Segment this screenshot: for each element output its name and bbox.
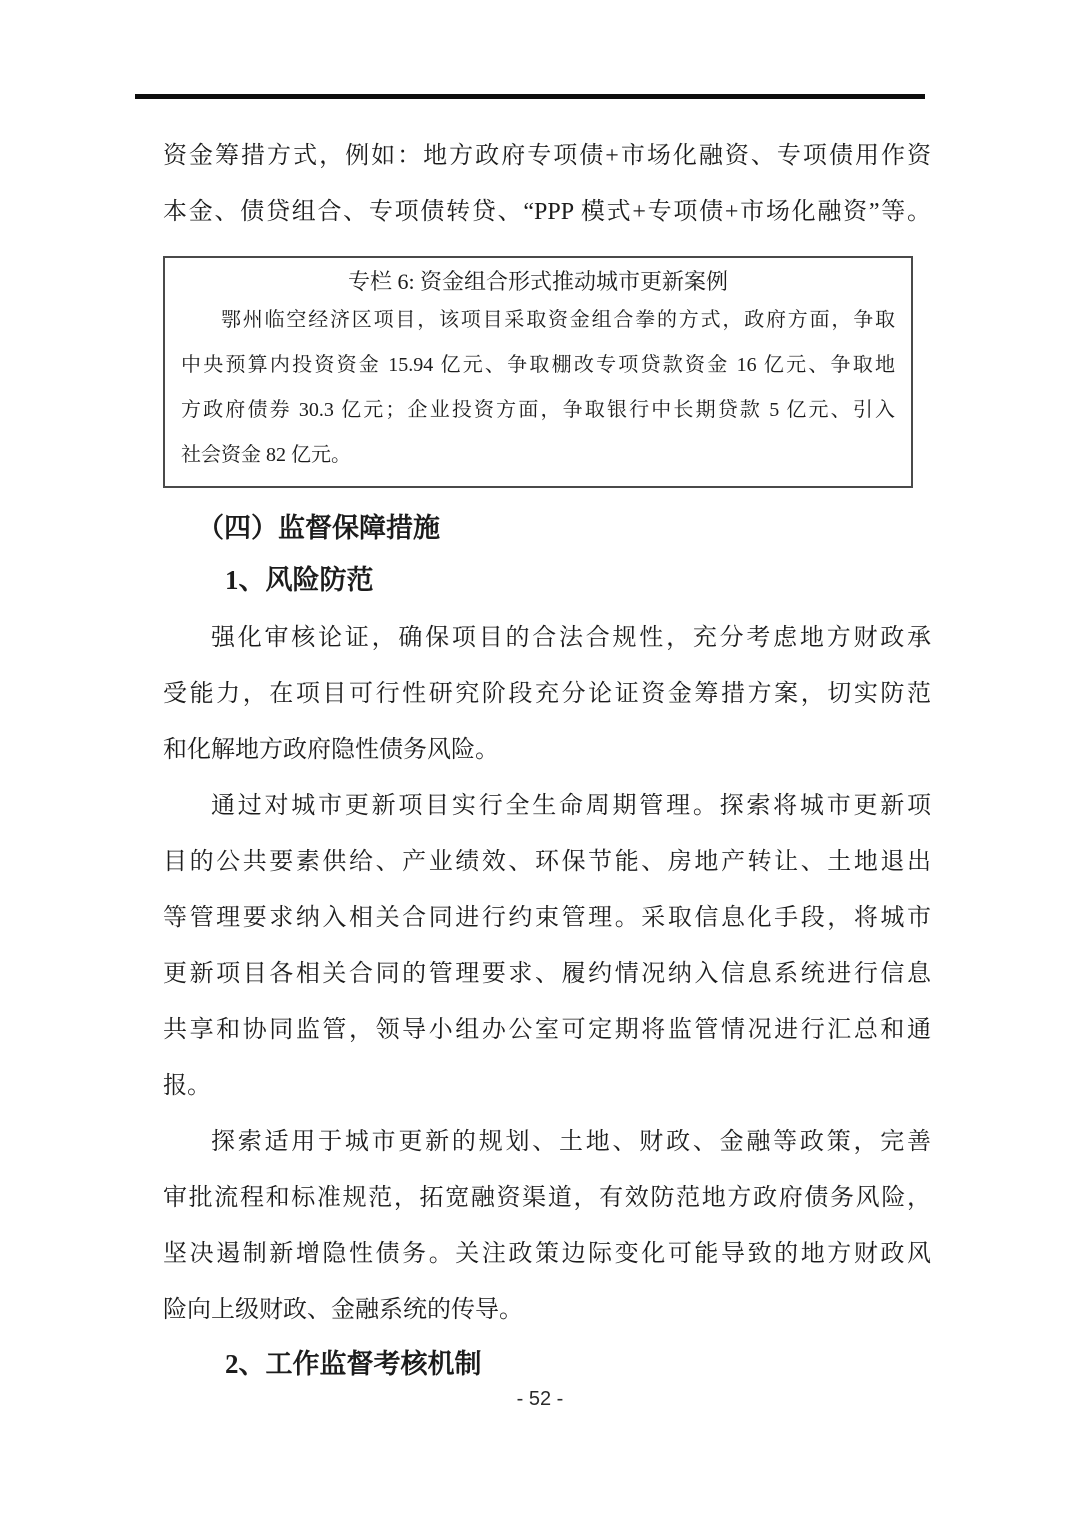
header-rule	[135, 94, 925, 99]
callout-body	[181, 298, 895, 478]
text-line: 通过对城市更新项目实行全生命周期管理。探索将城市更新项	[211, 793, 931, 819]
text-line: 共享和协同监管，领导小组办公室可定期将监管情况进行汇总和通	[163, 1017, 931, 1043]
text-line: 强化审核论证，确保项目的合法合规性，充分考虑地方财政承	[211, 625, 931, 651]
sub-heading-risk-prevention: 1、风险防范	[225, 565, 374, 595]
paragraph-1	[163, 610, 931, 778]
text-line: 更新项目各相关合同的管理要求、履约情况纳入信息系统进行信息	[163, 961, 931, 987]
section-heading: （四）监督保障措施	[197, 513, 440, 543]
text-line: 中央预算内投资资金 15.94 亿元、争取棚改专项贷款资金 16 亿元、争取地	[181, 354, 895, 376]
text-line: 报。	[163, 1073, 211, 1099]
text-line: 鄂州临空经济区项目，该项目采取资金组合拳的方式，政府方面，争取	[221, 309, 895, 331]
text-line: 等管理要求纳入相关合同进行约束管理。采取信息化手段，将城市	[163, 905, 931, 931]
sub-heading-supervision-mechanism: 2、工作监督考核机制	[225, 1349, 482, 1379]
text-line: 和化解地方政府隐性债务风险。	[163, 737, 499, 763]
text-line: 坚决遏制新增隐性债务。关注政策边际变化可能导致的地方财政风	[163, 1241, 931, 1267]
text-line: 险向上级财政、金融系统的传导。	[163, 1297, 523, 1323]
text-line: 受能力，在项目可行性研究阶段充分论证资金筹措方案，切实防范	[163, 681, 931, 707]
text-line: 社会资金 82 亿元。	[181, 444, 351, 466]
intro-paragraph	[163, 128, 931, 240]
text-line: 本金、债贷组合、专项债转贷、“PPP 模式+专项债+市场化融资”等。	[163, 199, 931, 225]
text-line: 资金筹措方式，例如：地方政府专项债+市场化融资、专项债用作资	[163, 143, 931, 169]
page-content	[163, 128, 931, 1384]
text-line: 探索适用于城市更新的规划、土地、财政、金融等政策，完善	[211, 1129, 931, 1155]
paragraph-2	[163, 778, 931, 1114]
callout-title: 专栏 6: 资金组合形式推动城市更新案例	[347, 269, 729, 294]
page-number: - 52 -	[516, 1388, 564, 1410]
paragraph-3	[163, 1114, 931, 1338]
callout-box	[163, 256, 913, 488]
text-line: 目的公共要素供给、产业绩效、环保节能、房地产转让、土地退出	[163, 849, 931, 875]
text-line: 方政府债券 30.3 亿元；企业投资方面，争取银行中长期贷款 5 亿元、引入	[181, 399, 895, 421]
text-line: 审批流程和标准规范，拓宽融资渠道，有效防范地方政府债务风险，	[163, 1185, 931, 1211]
